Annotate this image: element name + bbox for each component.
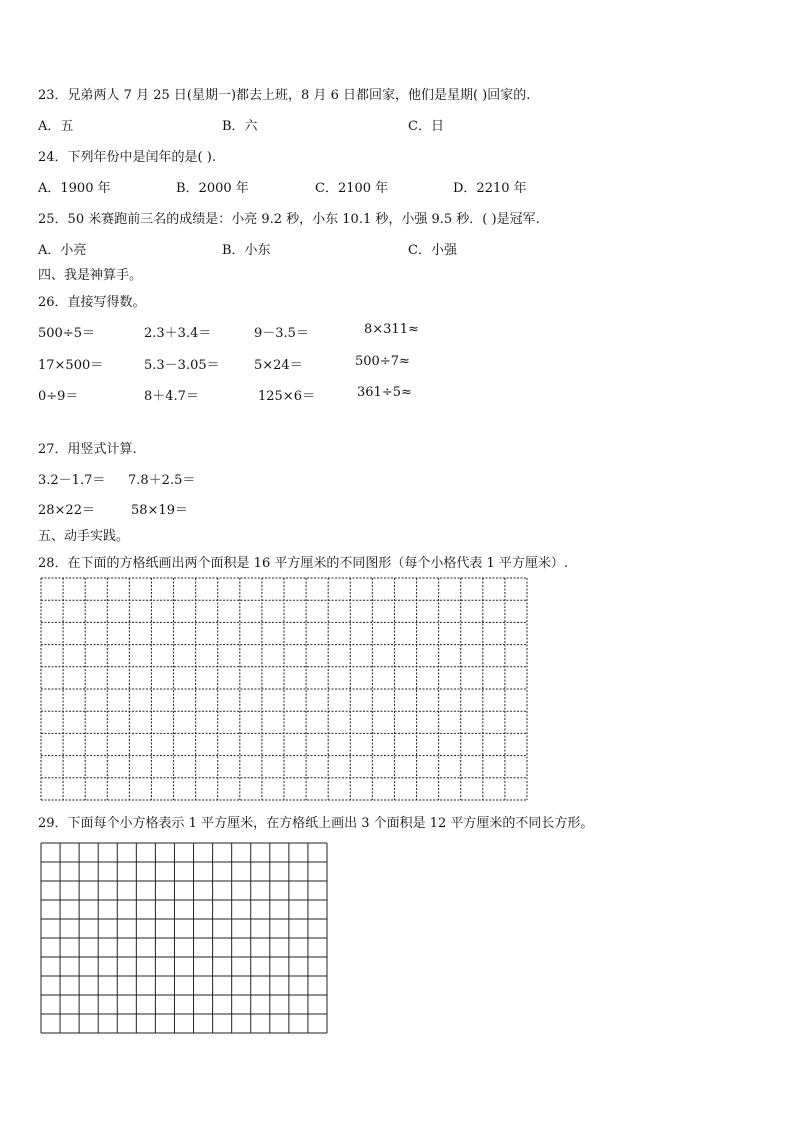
q26-item: 5×24＝	[254, 358, 303, 373]
q26-item: 0÷9＝	[38, 389, 79, 404]
q26-item: 361÷5≈	[357, 385, 412, 400]
q26-item: 2.3＋3.4＝	[144, 326, 212, 341]
q25-option-c: C．小强	[408, 243, 457, 258]
q26-item: 8＋4.7＝	[144, 389, 199, 404]
q25-option-b: B．小东	[222, 243, 271, 258]
q24-stem: 24．下列年份中是闰年的是( ).	[38, 150, 216, 165]
q27-item: 28×22＝	[38, 503, 95, 518]
q26-item: 500÷5＝	[38, 326, 95, 341]
section-4-title: 四、我是神算手。	[38, 268, 143, 283]
q26-item: 500÷7≈	[355, 354, 410, 369]
q23-option-a: A．五	[38, 119, 74, 134]
q26-item: 5.3－3.05＝	[144, 358, 220, 373]
q25-stem: 25．50 米赛跑前三名的成绩是：小亮 9.2 秒，小东 10.1 秒，小强 9.5 秒．( )是冠军.	[38, 212, 540, 227]
q24-option-d: D．2210 年	[453, 181, 527, 196]
q24-option-a: A．1900 年	[38, 181, 111, 196]
q24-option-c: C．2100 年	[315, 181, 389, 196]
q27-title: 27．用竖式计算.	[38, 442, 137, 457]
q23-stem: 23．兄弟两人 7 月 25 日(星期一)都去上班，8 月 6 日都回家，他们是星期( )回家的.	[38, 88, 531, 103]
q29-stem: 29．下面每个小方格表示 1 平方厘米，在方格纸上画出 3 个面积是 12 平方厘米的不同长方形。	[38, 816, 594, 831]
q27-item: 7.8＋2.5＝	[128, 473, 196, 488]
q29-grid-paper[interactable]	[40, 842, 328, 1034]
q26-item: 125×6＝	[258, 389, 315, 404]
q23-option-c: C．日	[408, 119, 444, 134]
q27-item: 58×19＝	[131, 503, 188, 518]
q24-option-b: B．2000 年	[176, 181, 249, 196]
q26-title: 26．直接写得数。	[38, 295, 146, 310]
q27-item: 3.2－1.7＝	[38, 473, 106, 488]
section-5-title: 五、动手实践。	[38, 529, 130, 544]
q28-stem: 28．在下面的方格纸画出两个面积是 16 平方厘米的不同图形（每个小格代表 1 平方厘米）.	[38, 556, 569, 571]
q26-item: 17×500＝	[38, 358, 104, 373]
q26-item: 8×311≈	[364, 322, 419, 337]
q23-option-b: B．六	[222, 119, 258, 134]
q25-option-a: A．小亮	[38, 243, 87, 258]
q28-grid-paper[interactable]	[40, 577, 528, 801]
q26-item: 9－3.5＝	[254, 326, 309, 341]
